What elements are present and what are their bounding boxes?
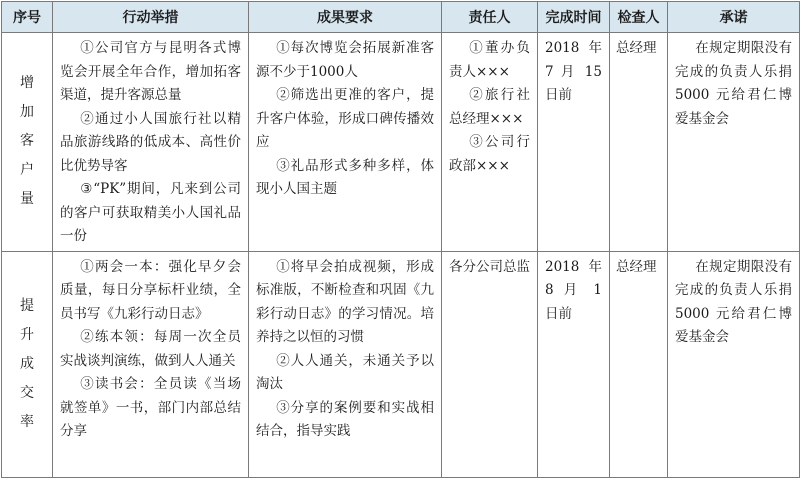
checker-text: 总经理: [616, 258, 657, 275]
header-row: [2, 2, 800, 33]
deadline-text: 2018 年 8 月 1 日前: [545, 258, 602, 322]
action-item: ③“PK”期间，凡来到公司的客户可获取精美小人国礼品一份: [60, 181, 241, 244]
owner-item: ③公司行政部×××: [449, 134, 530, 174]
requirement-item: ①将早会拍成视频，形成标准版，不断检查和巩固《九彩行动日志》的学习情况。培养持之以恒的习惯: [256, 258, 434, 345]
deadline-cell: [538, 33, 610, 252]
header-checker: 检查人: [610, 2, 668, 33]
seq-char: 加: [20, 104, 34, 121]
header-requirements: 成果要求: [249, 2, 442, 33]
seq-char: 增: [20, 75, 34, 92]
seq-char: 成: [20, 355, 34, 372]
seq-char: 升: [20, 326, 34, 343]
requirement-item: ②人人通关，未通关予以淘汰: [256, 352, 434, 392]
seq-char: 客: [20, 133, 34, 150]
requirement-item: ①每次博览会拓展新准客源不少于1000人: [256, 40, 434, 80]
actions-cell: [53, 33, 249, 252]
checker-text: 总经理: [616, 40, 657, 56]
header-owner: 责任人: [442, 2, 538, 33]
table-row: [2, 251, 800, 477]
owner-cell: [442, 33, 538, 252]
header-seq: 序号: [2, 2, 53, 33]
actions-cell: [53, 251, 249, 477]
seq-char: 提: [20, 297, 34, 314]
header-deadline: 完成时间: [538, 2, 610, 33]
header-actions: 行动举措: [53, 2, 249, 33]
action-item: ③读书会：全员读《当场就签单》一书，部门内部总结分享: [60, 376, 241, 439]
checker-cell: [610, 251, 668, 477]
owner-item: 各分公司总监: [449, 258, 530, 275]
owner-item: ①董办负责人×××: [449, 40, 530, 80]
header-commitment: 承诺: [668, 2, 800, 33]
deadline-cell: [538, 251, 610, 477]
checker-cell: [610, 33, 668, 252]
action-item: ②通过小人国旅行社以精品旅游线路的低成本、高性价比优势导客: [60, 110, 241, 174]
requirements-cell: [249, 33, 442, 252]
commitment-text: 在规定期限没有完成的负责人乐捐 5000 元给君仁博爱基金会: [675, 40, 792, 127]
table-row: [2, 33, 800, 252]
commitment-cell: [668, 33, 800, 252]
seq-char: 率: [20, 413, 34, 430]
action-plan-table: [1, 1, 800, 478]
seq-char: 量: [20, 191, 34, 208]
owner-item: ②旅行社总经理×××: [449, 87, 530, 127]
action-item: ①公司官方与昆明各式博览会开展全年合作，增加拓客渠道，提升客源总量: [60, 40, 241, 103]
requirement-item: ③分享的案例要和实战相结合，指导实践: [256, 399, 434, 439]
action-item: ②练本领：每周一次全员实战谈判演练，做到人人通关: [60, 329, 241, 369]
requirements-cell: [249, 251, 442, 477]
requirement-item: ③礼品形式多种多样，体现小人国主题: [256, 157, 434, 197]
commitment-cell: [668, 251, 800, 477]
seq-char: 交: [20, 384, 34, 401]
commitment-text: 在规定期限没有完成的负责人乐捐 5000 元给君仁博爱基金会: [675, 258, 792, 345]
owner-cell: [442, 251, 538, 477]
deadline-text: 2018 年 7 月 15 日前: [545, 40, 602, 103]
row-seq-cell: [2, 251, 53, 477]
action-item: ①两会一本：强化早夕会质量，每日分享标杆业绩，全员书写《九彩行动日志》: [60, 258, 241, 322]
row-seq-cell: [2, 33, 53, 252]
seq-char: 户: [20, 162, 34, 179]
requirement-item: ②筛选出更准的客户，提升客户体验，形成口碑传播效应: [256, 87, 434, 150]
